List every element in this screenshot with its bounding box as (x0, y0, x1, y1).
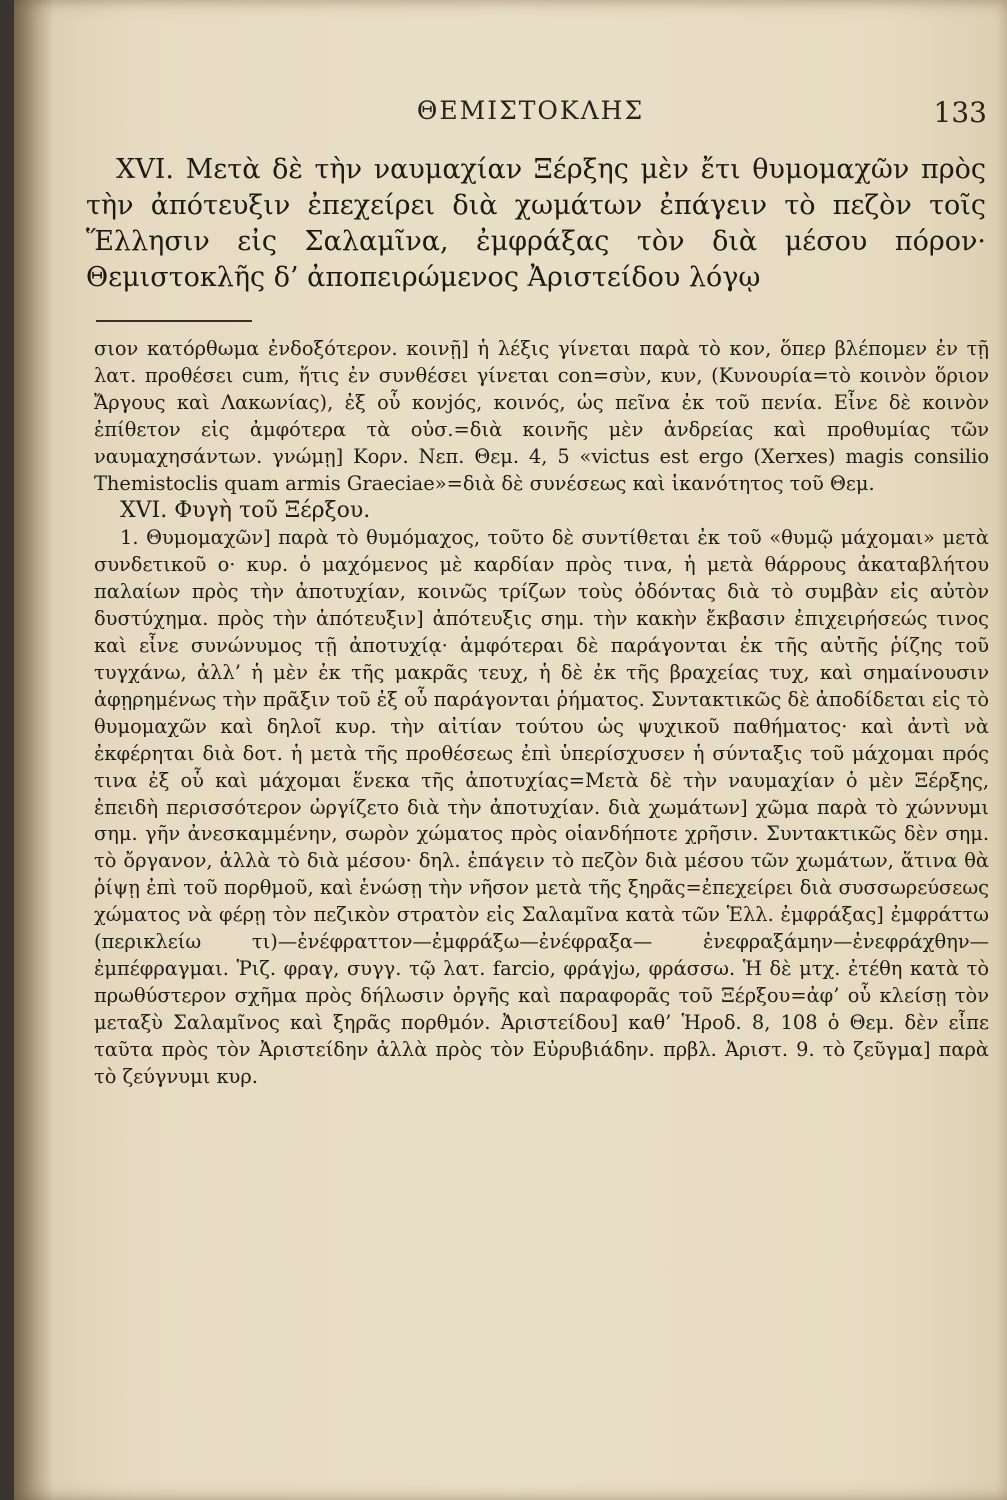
commentary-notes (94, 336, 989, 1090)
book-page (14, 0, 1007, 1500)
notes-paragraph-continued: σιον κατόρθωμα ἐνδοξότερον. κοινῇ] ἡ λέξις γίνεται παρὰ τὸ κον, ὅπερ βλέπομεν ἐν τῇ λατ. προθέσει cum, ἥτις ἐν συνθέσει γίνεται con=σὺν, κυν, (Κυνουρία=τὸ κοινὸν ὅριον Ἄργους καὶ Λακωνίας), ἐξ οὗ κονjός, κοινός, ὡς πεῖνα ἐκ τοῦ πενία. Εἶνε δὲ κοινὸν ἐπίθετον εἰς ἀμφότερα τὰ οὐσ.=διὰ κοινῆς μὲν ἀνδρείας καὶ προθυμίας τῶν ναυμαχησάντων. γνώμῃ] Κορν. Νεπ. Θεμ. 4, 5 «victus est ergo (Xerxes) magis consilio Themistoclis quam armis Graeciae»=διὰ δὲ συνέσεως καὶ ἱκανότητος τοῦ Θεμ. (94, 337, 989, 495)
gutter-shadow (14, 0, 54, 1500)
running-title: ΘΕΜΙΣΤΟΚΛΗΣ (416, 96, 645, 125)
main-text-paragraph: XVI. Μετὰ δὲ τὴν ναυμαχίαν Ξέρξης μὲν ἔτι θυμομαχῶν πρὸς τὴν ἀπότευξιν ἐπεχείρει διὰ χωμάτων ἐπάγειν τὸ πεζὸν τοῖς Ἕλλησιν εἰς Σαλαμῖνα, ἐμφράξας τὸν διὰ μέσου πόρον· Θεμιστοκλῆς δ’ ἀποπειρώμενος Ἀριστείδου λόγῳ (86, 154, 986, 293)
footnote-separator-rule (96, 320, 252, 322)
notes-section-heading: XVI. Φυγὴ τοῦ Ξέρξου. (120, 498, 371, 524)
main-text-block (86, 152, 986, 296)
page-number: 133 (933, 96, 987, 129)
notes-paragraph-1: 1. Θυμομαχῶν] παρὰ τὸ θυμόμαχος, τοῦτο δὲ συντίθεται ἐκ τοῦ «θυμῷ μάχομαι» μετὰ συνδετικοῦ ο· κυρ. ὁ μαχόμενος μὲ καρδίαν πρὸς τινα, ἡ μετὰ θάρρους ἀκαταβλήτου παλαίων πρὸς τὴν ἀποτυχίαν, κοινῶς τρίζων τοὺς ὀδόντας διὰ τὸ συμβὰν εἰς αὐτὸν δυστύχημα. πρὸς τὴν ἀπότευξιν] ἀπότευξις σημ. τὴν κακὴν ἔκβασιν ἐπιχειρήσεώς τινος καὶ εἶνε συνώνυμος τῇ ἀποτυχίᾳ· ἀμφότεραι δὲ παράγονται ἐκ τῆς αὐτῆς ῥίζης τοῦ τυγχάνω, ἀλλ’ ἡ μὲν ἐκ τῆς μακρᾶς τευχ, ἡ δὲ ἐκ τῆς βραχείας τυχ, καὶ σημαίνουσιν ἀφῃρημένως τὴν πρᾶξιν τοῦ ἐξ οὗ παράγονται ῥήματος. Συντακτικῶς δὲ ἀποδίδεται εἰς τὸ θυμομαχῶν καὶ δηλοῖ κυρ. τὴν αἰτίαν τούτου ὡς ψυχικοῦ παθήματος· καὶ ἀντὶ νὰ ἐκφέρηται διὰ δοτ. ἡ μετὰ τῆς προθέσεως ἐπὶ ὑπερίσχυσεν ἡ σύνταξις τοῦ μάχομαι πρός τινα ἐξ οὗ καὶ μάχομαι ἕνεκα τῆς ἀποτυχίας=Μετὰ δὲ τὴν ναυμαχίαν ὁ μὲν Ξέρξης, ἐπειδὴ περισσότερον ὠργίζετο διὰ τὴν ἀποτυχίαν. διὰ χωμάτων] χῶμα παρὰ τὸ χώννυμι σημ. γῆν ἀνεσκαμμένην, σωρὸν χώματος πρὸς οἱανδήποτε χρῆσιν. Συντακτικῶς δὲν σημ. τὸ ὄργανον, ἀλλὰ τὸ διὰ μέσου· δηλ. ἐπάγειν τὸ πεζὸν διὰ μέσου τῶν χωμάτων, ἅτινα θὰ ῥίψῃ ἐπὶ τοῦ πορθμοῦ, καὶ ἑνώσῃ τὴν νῆσον μετὰ τῆς ξηρᾶς=ἐπεχείρει διὰ συσσωρεύσεως χώματος νὰ φέρῃ τὸν πεζικὸν στρατὸν εἰς Σαλαμῖνα κατὰ τῶν Ἑλλ. ἐμφράξας] ἐμφράττω (περικλείω τι)—ἐνέφραττον—ἐμφράξω—ἐνέφραξα— ἐνεφραξάμην—ἐνεφράχθην—ἐμπέφραγμαι. Ῥιζ. φραγ, συγγ. τῷ λατ. farcio, φράγjω, φράσσω. Ἡ δὲ μτχ. ἐτέθη κατὰ τὸ πρωθύστερον σχῆμα πρὸς δήλωσιν ὀργῆς καὶ παραφορᾶς τοῦ Ξέρξου=ἀφ’ οὗ κλείσῃ τὸν μεταξὺ Σαλαμῖνος καὶ ξηρᾶς πορθμόν. Ἀριστείδου] καθ’ Ἡροδ. 8, 108 ὁ Θεμ. δὲν εἶπε ταῦτα πρὸς τὸν Ἀριστείδην ἀλλὰ πρὸς τὸν Εὐρυβιάδην. πρβλ. Ἀριστ. 9. τὸ ζεῦγμα] παρὰ τὸ ζεύγνυμι κυρ. (94, 526, 989, 1088)
page-header (74, 96, 987, 136)
